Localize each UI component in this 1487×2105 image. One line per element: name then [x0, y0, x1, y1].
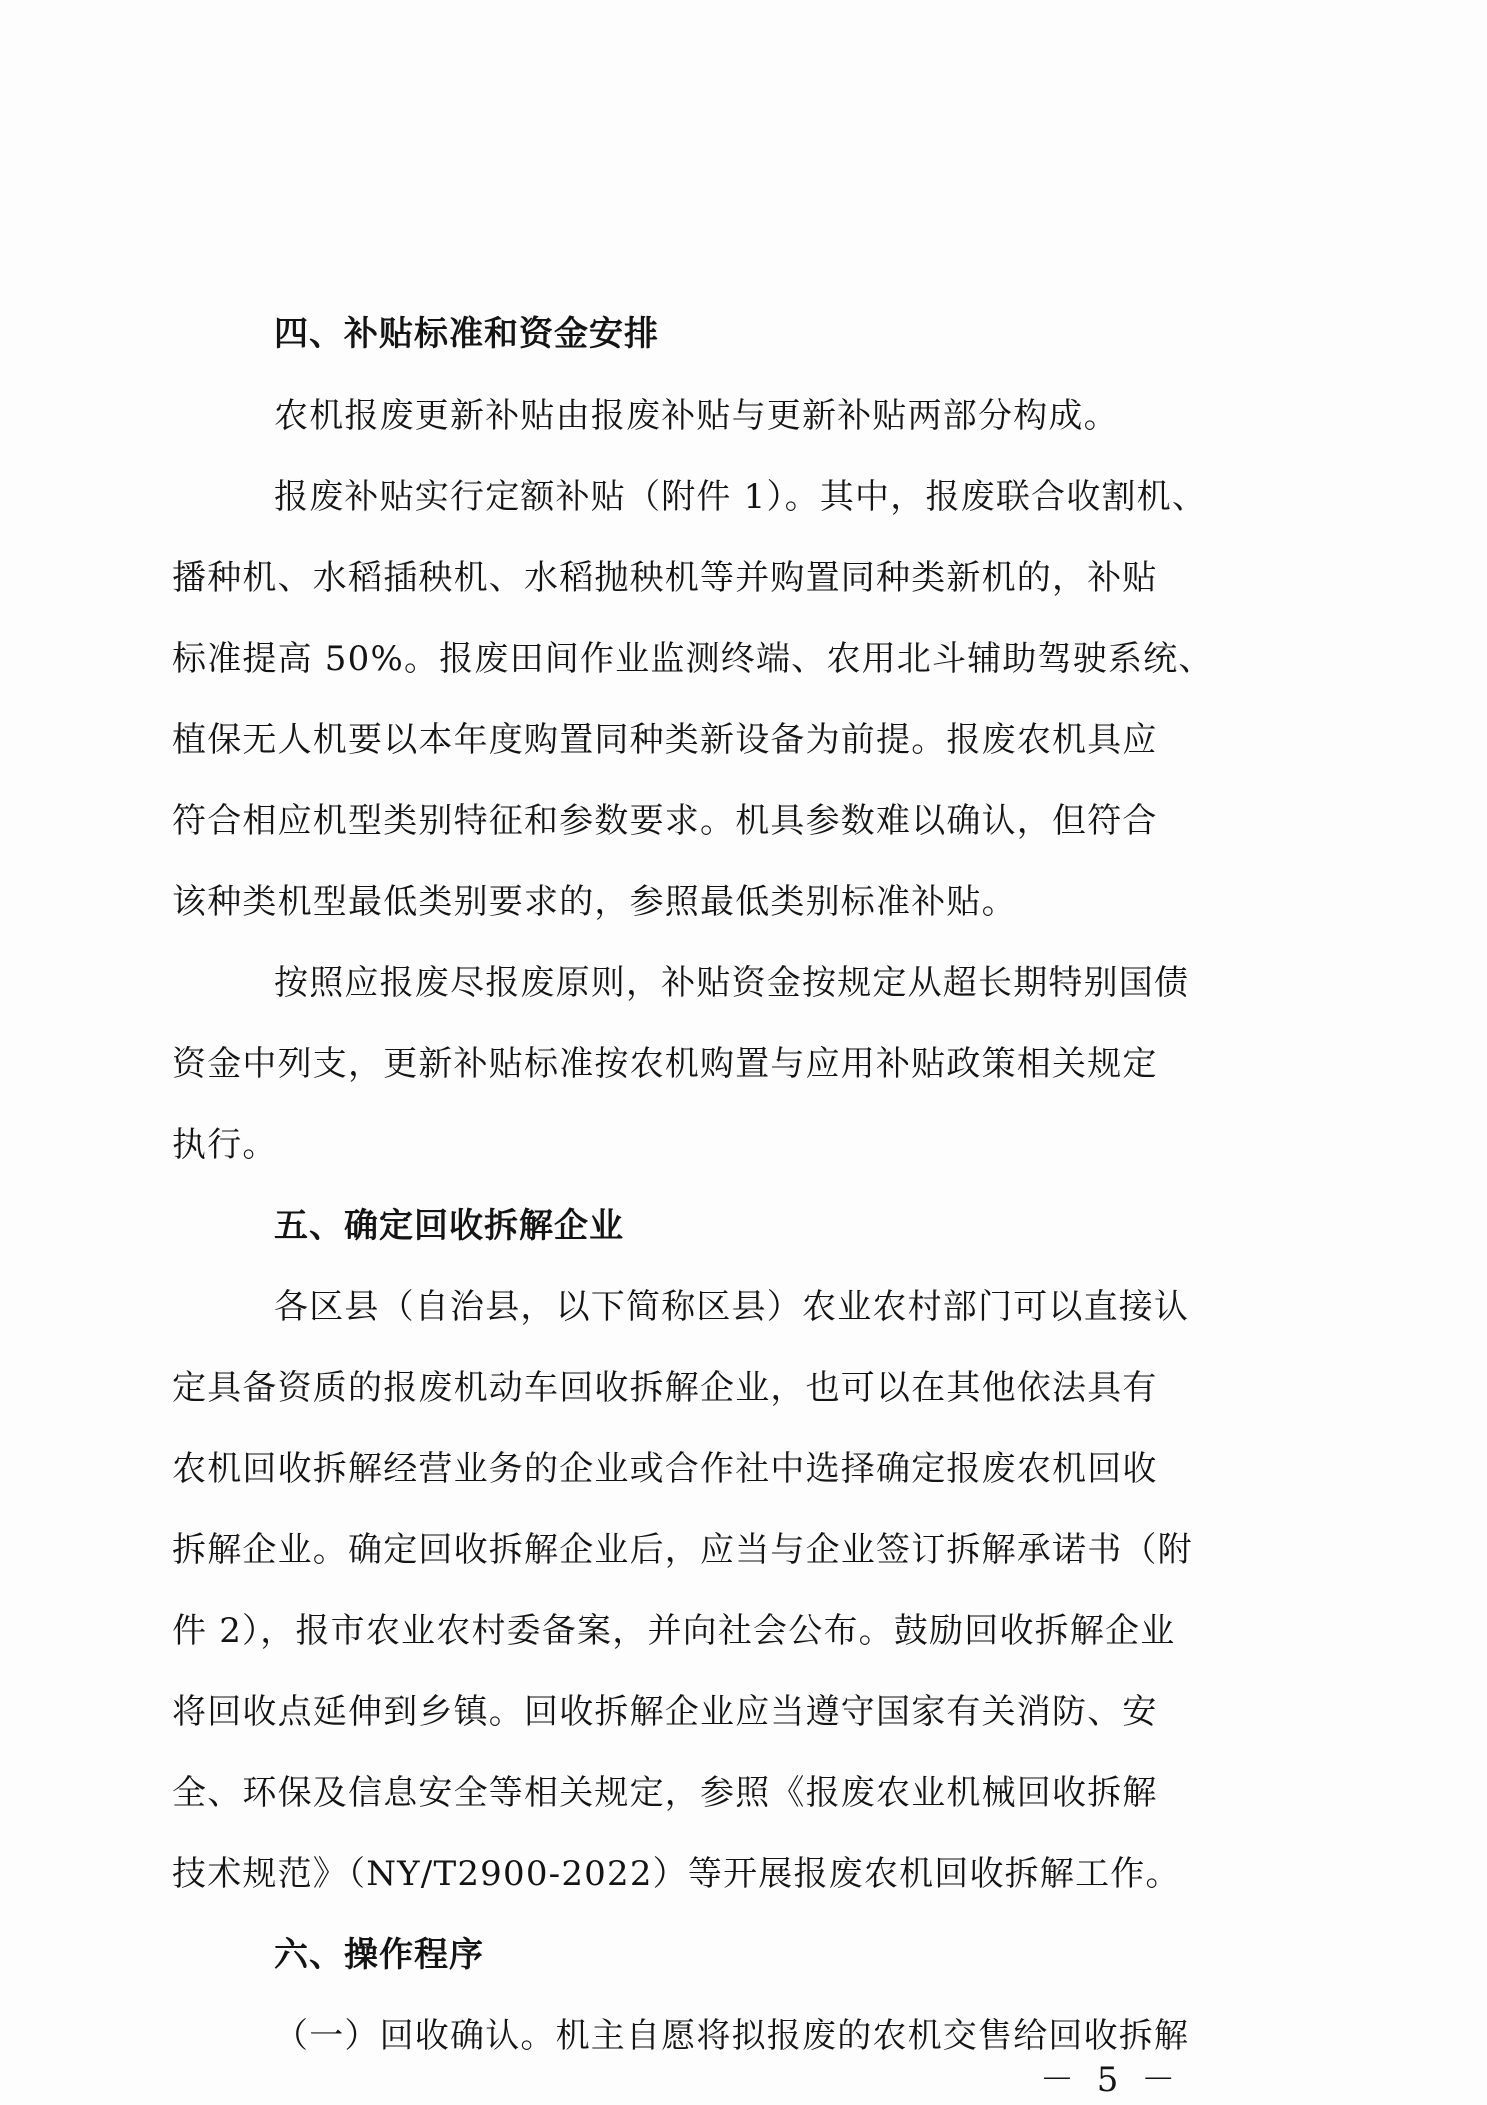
paragraph-line: 植保无人机要以本年度购置同种类新设备为前提。报废农机具应	[172, 720, 1158, 760]
paragraph-line: （一）回收确认。机主自愿将拟报废的农机交售给回收拆解	[274, 2016, 1190, 2056]
paragraph-line: 报废补贴实行定额补贴（附件 1）。其中，报废联合收割机、	[274, 477, 1208, 517]
section-heading-5: 五、确定回收拆解企业	[274, 1206, 624, 1246]
paragraph-line: 标准提高 50%。报废田间作业监测终端、农用北斗辅助驾驶系统、	[172, 639, 1214, 679]
paragraph-line: 资金中列支，更新补贴标准按农机购置与应用补贴政策相关规定	[172, 1044, 1158, 1084]
paragraph-line: 播种机、水稻插秧机、水稻抛秧机等并购置同种类新机的，补贴	[172, 558, 1158, 598]
paragraph-line: 件 2），报市农业农村委备案，并向社会公布。鼓励回收拆解企业	[172, 1611, 1176, 1651]
paragraph-line: 执行。	[172, 1125, 278, 1165]
paragraph-line: 按照应报废尽报废原则，补贴资金按规定从超长期特别国债	[274, 963, 1190, 1003]
page-number: － 5 －	[1040, 2060, 1182, 2100]
section-heading-4: 四、补贴标准和资金安排	[274, 314, 659, 354]
paragraph-line: 技术规范》（NY/T2900-2022）等开展报废农机回收拆解工作。	[172, 1854, 1181, 1894]
paragraph-line: 农机报废更新补贴由报废补贴与更新补贴两部分构成。	[274, 396, 1119, 436]
paragraph-line: 拆解企业。确定回收拆解企业后，应当与企业签订拆解承诺书（附	[172, 1530, 1193, 1570]
paragraph-line: 符合相应机型类别特征和参数要求。机具参数难以确认，但符合	[172, 801, 1158, 841]
paragraph-line: 将回收点延伸到乡镇。回收拆解企业应当遵守国家有关消防、安	[172, 1692, 1158, 1732]
section-heading-6: 六、操作程序	[274, 1935, 484, 1975]
paragraph-line: 农机回收拆解经营业务的企业或合作社中选择确定报废农机回收	[172, 1449, 1158, 1489]
paragraph-line: 该种类机型最低类别要求的，参照最低类别标准补贴。	[172, 882, 1017, 922]
paragraph-line: 全、环保及信息安全等相关规定，参照《报废农业机械回收拆解	[172, 1773, 1158, 1813]
paragraph-line: 各区县（自治县，以下简称区县）农业农村部门可以直接认	[274, 1287, 1190, 1327]
paragraph-line: 定具备资质的报废机动车回收拆解企业，也可以在其他依法具有	[172, 1368, 1158, 1408]
